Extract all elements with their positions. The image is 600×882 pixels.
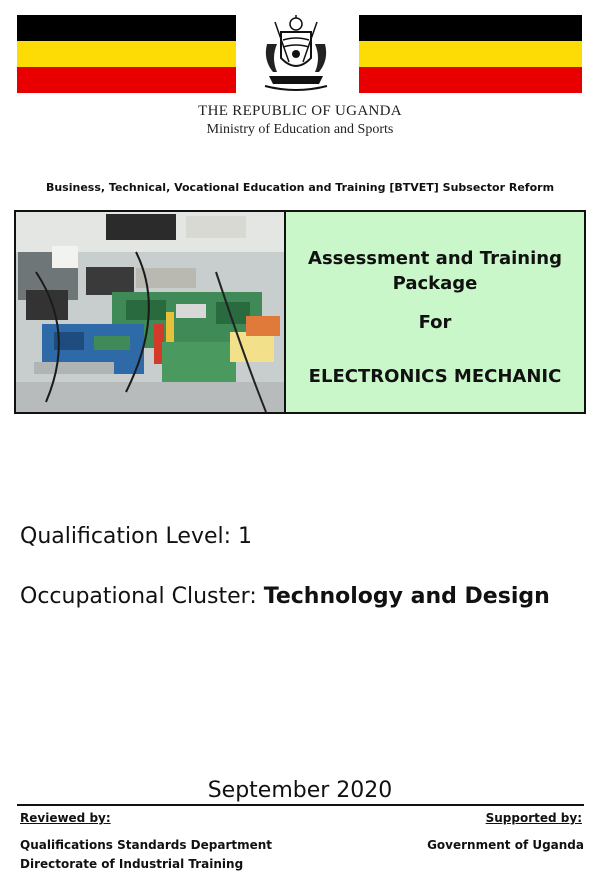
- supported-by-org: Government of Uganda: [427, 838, 584, 852]
- coat-of-arms-icon: [259, 14, 333, 94]
- republic-title: THE REPUBLIC OF UGANDA: [198, 103, 402, 119]
- reviewed-by-dept: Qualifications Standards Department: [20, 838, 273, 852]
- footer-divider: [17, 804, 584, 806]
- ministry-title: Ministry of Education and Sports: [206, 122, 394, 137]
- reviewed-by-directorate: Directorate of Industrial Training: [20, 857, 244, 871]
- reviewed-by-label: Reviewed by:: [20, 811, 111, 825]
- uganda-flag-right: [359, 15, 582, 93]
- trade-title: ELECTRONICS MECHANIC: [308, 366, 562, 387]
- title-box: [286, 212, 584, 412]
- occupational-cluster: [20, 584, 550, 609]
- cover-banner: [14, 210, 586, 414]
- uganda-flag-left: [17, 15, 236, 93]
- qualification-level: Qualification Level: 1: [20, 524, 253, 549]
- supported-by-label: Supported by:: [485, 811, 582, 825]
- package-title: Assessment and Training Package: [308, 248, 562, 294]
- cluster-label: Occupational Cluster:: [20, 584, 264, 609]
- for-label: For: [418, 312, 452, 333]
- electronics-workbench-photo: [16, 212, 286, 412]
- cluster-value: Technology and Design: [263, 584, 550, 609]
- publication-date: September 2020: [207, 778, 393, 803]
- subsector-title: Business, Technical, Vocational Education and Training [BTVET] Subsector Reform: [45, 181, 555, 194]
